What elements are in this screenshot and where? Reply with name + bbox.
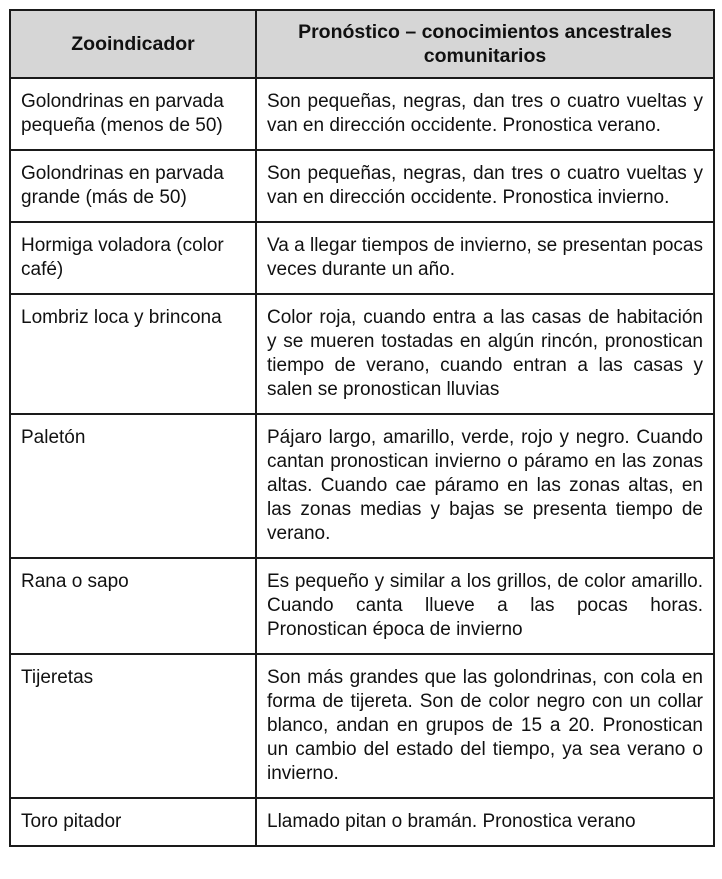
zooindicator-table-container	[9, 9, 713, 847]
table-row	[10, 294, 714, 414]
table-row	[10, 222, 714, 294]
forecast-cell: Son pequeñas, negras, dan tres o cuatro vueltas y van en dirección occidente. Pronostica invierno.	[256, 150, 714, 222]
zooindicator-table	[9, 9, 715, 847]
forecast-cell: Pájaro largo, amarillo, verde, rojo y negro. Cuando cantan pronostican invierno o páramo en las zonas altas. Cuando cae páramo en las zonas altas, en las zonas medias y bajas se presenta tiempo de verano.	[256, 414, 714, 558]
table-header	[10, 10, 714, 78]
table-body	[10, 78, 714, 846]
forecast-cell: Son más grandes que las golondrinas, con cola en forma de tijereta. Son de color negro con un collar blanco, andan en grupos de 15 a 20. Pronostican un cambio del estado del tiempo, ya sea verano o invierno.	[256, 654, 714, 798]
indicator-cell: Paletón	[10, 414, 256, 558]
header-row	[10, 10, 714, 78]
header-zooindicador: Zooindicador	[10, 10, 256, 78]
table-row	[10, 78, 714, 150]
table-row	[10, 414, 714, 558]
table-row	[10, 150, 714, 222]
indicator-cell: Golondrinas en parvada grande (más de 50)	[10, 150, 256, 222]
indicator-cell: Lombriz loca y brincona	[10, 294, 256, 414]
header-pronostico: Pronóstico – conocimientos ancestrales comunitarios	[256, 10, 714, 78]
forecast-cell: Llamado pitan o bramán. Pronostica verano	[256, 798, 714, 846]
forecast-cell: Color roja, cuando entra a las casas de habitación y se mueren tostadas en algún rincón, pronostican tiempo de verano, cuando entran a las casas y salen se pronostican lluvias	[256, 294, 714, 414]
table-row	[10, 798, 714, 846]
indicator-cell: Golondrinas en parvada pequeña (menos de 50)	[10, 78, 256, 150]
forecast-cell: Va a llegar tiempos de invierno, se presentan pocas veces durante un año.	[256, 222, 714, 294]
table-row	[10, 558, 714, 654]
forecast-cell: Son pequeñas, negras, dan tres o cuatro vueltas y van en dirección occidente. Pronostica verano.	[256, 78, 714, 150]
indicator-cell: Toro pitador	[10, 798, 256, 846]
table-row	[10, 654, 714, 798]
indicator-cell: Hormiga voladora (color café)	[10, 222, 256, 294]
forecast-cell: Es pequeño y similar a los grillos, de color amarillo. Cuando canta llueve a las pocas horas. Pronostican época de invierno	[256, 558, 714, 654]
indicator-cell: Rana o sapo	[10, 558, 256, 654]
indicator-cell: Tijeretas	[10, 654, 256, 798]
